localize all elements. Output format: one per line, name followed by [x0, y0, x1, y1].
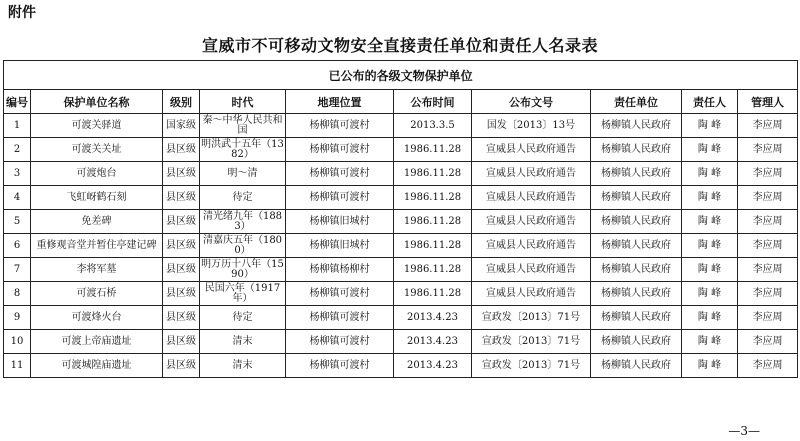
- column-header-unit-name: 保护单位名称: [31, 90, 163, 114]
- cell-doc-no: 宣政发〔2013〕71号: [472, 306, 591, 330]
- cell-resp-unit: 杨柳镇人民政府: [591, 186, 682, 210]
- cell-era: 明～清: [200, 162, 286, 186]
- cell-resp-unit: 杨柳镇人民政府: [591, 258, 682, 282]
- attachment-label: 附件: [8, 5, 36, 21]
- cell-resp-person: 陶 峰: [682, 234, 738, 258]
- cell-doc-no: 宣威县人民政府通告: [472, 138, 591, 162]
- cell-announce-date: 1986.11.28: [394, 138, 472, 162]
- cell-era: 清嘉庆五年（1800）: [200, 234, 286, 258]
- cell-unit-name: 可渡关关址: [31, 138, 163, 162]
- cell-location: 杨柳镇可渡村: [286, 354, 394, 378]
- cell-announce-date: 1986.11.28: [394, 258, 472, 282]
- cell-doc-no: 宣政发〔2013〕71号: [472, 330, 591, 354]
- cell-resp-person: 陶 峰: [682, 282, 738, 306]
- cell-era: 明万历十八年（1590）: [201, 258, 284, 280]
- cell-resp-person: 陶 峰: [682, 354, 738, 378]
- cell-resp-unit: 杨柳镇人民政府: [591, 162, 682, 186]
- cell-unit-name: 可渡城隍庙遗址: [31, 354, 163, 378]
- column-header-announce-date: 公布时间: [394, 90, 472, 114]
- cell-announce-date: 1986.11.28: [394, 210, 472, 234]
- cell-location: 杨柳镇杨柳村: [286, 258, 394, 282]
- table-row: [4, 186, 798, 210]
- cell-no: 8: [4, 282, 31, 306]
- column-header-manager: 管理人: [738, 90, 798, 114]
- column-header-era: 时代: [200, 90, 286, 114]
- column-header-doc-no: 公布文号: [472, 90, 591, 114]
- cell-resp-person: 陶 峰: [682, 330, 738, 354]
- cell-location: 杨柳镇可渡村: [286, 282, 394, 306]
- cell-era: 待定: [200, 306, 286, 330]
- page-number: —3—: [728, 424, 760, 438]
- cell-level: 县区级: [163, 282, 200, 306]
- cell-no: 2: [4, 138, 31, 162]
- cell-unit-name: 重修观音堂并暂住亭建记碑: [31, 234, 163, 258]
- cell-resp-person: 陶 峰: [682, 210, 738, 234]
- cell-level: 县区级: [163, 306, 200, 330]
- column-header-resp-person: 责任人: [682, 90, 738, 114]
- cell-announce-date: 1986.11.28: [394, 282, 472, 306]
- table-row: [4, 354, 798, 378]
- cell-announce-date: 2013.4.23: [394, 354, 472, 378]
- cell-manager: 李应周: [738, 138, 798, 162]
- cell-doc-no: 国发〔2013〕13号: [472, 114, 591, 138]
- cell-location: 杨柳镇旧城村: [286, 210, 394, 234]
- cell-location: 杨柳镇可渡村: [286, 330, 394, 354]
- cell-doc-no: 宣威县人民政府通告: [472, 162, 591, 186]
- cell-announce-date: 1986.11.28: [394, 162, 472, 186]
- cell-unit-name: 李将军墓: [31, 258, 163, 282]
- cell-announce-date: 1986.11.28: [394, 186, 472, 210]
- cell-doc-no: 宣威县人民政府通告: [472, 210, 591, 234]
- cell-manager: 李应周: [738, 210, 798, 234]
- cell-location: 杨柳镇可渡村: [286, 306, 394, 330]
- cell-unit-name: 可渡烽火台: [31, 306, 163, 330]
- cell-resp-person: 陶 峰: [682, 138, 738, 162]
- table-row: [4, 162, 798, 186]
- cell-manager: 李应周: [738, 114, 798, 138]
- cell-era: 明洪武十五年（1382）: [201, 138, 284, 160]
- cell-level: 县区级: [163, 138, 200, 162]
- table-row: [4, 282, 798, 306]
- cell-manager: 李应周: [738, 186, 798, 210]
- cell-no: 11: [4, 354, 31, 378]
- cell-resp-person: 陶 峰: [682, 114, 738, 138]
- cell-resp-unit: 杨柳镇人民政府: [591, 282, 682, 306]
- cell-level: 县区级: [163, 210, 200, 234]
- cell-announce-date: 1986.11.28: [394, 234, 472, 258]
- table-header-row: [4, 90, 798, 114]
- cell-no: 1: [4, 114, 31, 138]
- section-title: 已公布的各级文物保护单位: [4, 61, 798, 90]
- table-row: [4, 258, 798, 282]
- cell-location: 杨柳镇可渡村: [286, 138, 394, 162]
- cell-manager: 李应周: [738, 306, 798, 330]
- table-row: [4, 210, 798, 234]
- cell-announce-date: 2013.3.5: [394, 114, 472, 138]
- cell-doc-no: 宣威县人民政府通告: [472, 234, 591, 258]
- cell-resp-unit: 杨柳镇人民政府: [591, 114, 682, 138]
- cell-manager: 李应周: [738, 330, 798, 354]
- cell-resp-unit: 杨柳镇人民政府: [591, 354, 682, 378]
- cell-manager: 李应周: [738, 354, 798, 378]
- cell-level: 县区级: [163, 162, 200, 186]
- cell-level: 县区级: [163, 354, 200, 378]
- cell-unit-name: 可渡石桥: [31, 282, 163, 306]
- cell-resp-person: 陶 峰: [682, 186, 738, 210]
- table-row: [4, 330, 798, 354]
- column-header-level: 级别: [163, 90, 200, 114]
- column-header-location: 地理位置: [286, 90, 394, 114]
- cell-era: 清末: [200, 354, 286, 378]
- cell-doc-no: 宣威县人民政府通告: [472, 186, 591, 210]
- table-row: [4, 114, 798, 138]
- cell-no: 10: [4, 330, 31, 354]
- cell-manager: 李应周: [738, 234, 798, 258]
- cell-manager: 李应周: [738, 282, 798, 306]
- cell-unit-name: 免差碑: [31, 210, 163, 234]
- column-header-no: 编号: [4, 90, 31, 114]
- table-row: [4, 138, 798, 162]
- cell-doc-no: 宣政发〔2013〕71号: [472, 354, 591, 378]
- cell-announce-date: 2013.4.23: [394, 306, 472, 330]
- cell-location: 杨柳镇旧城村: [286, 234, 394, 258]
- cell-level: 县区级: [163, 186, 200, 210]
- cell-resp-unit: 杨柳镇人民政府: [591, 138, 682, 162]
- cell-manager: 李应周: [738, 162, 798, 186]
- cell-era: 清末: [200, 330, 286, 354]
- cell-unit-name: 可渡上帝庙遗址: [31, 330, 163, 354]
- cell-level: 国家级: [163, 114, 200, 138]
- column-header-resp-unit: 责任单位: [591, 90, 682, 114]
- cell-unit-name: 飞虹岈鹤石刻: [31, 186, 163, 210]
- cell-doc-no: 宣威县人民政府通告: [472, 282, 591, 306]
- cell-no: 9: [4, 306, 31, 330]
- cell-resp-person: 陶 峰: [682, 258, 738, 282]
- cell-no: 6: [4, 234, 31, 258]
- cell-doc-no: 宣威县人民政府通告: [472, 258, 591, 282]
- cell-level: 县区级: [163, 234, 200, 258]
- cell-era: 清光绪九年（1883）: [200, 210, 286, 234]
- cell-resp-unit: 杨柳镇人民政府: [591, 306, 682, 330]
- cell-no: 5: [4, 210, 31, 234]
- cell-resp-person: 陶 峰: [682, 306, 738, 330]
- table-row: [4, 234, 798, 258]
- cell-manager: 李应周: [738, 258, 798, 282]
- cell-location: 杨柳镇可渡村: [286, 186, 394, 210]
- cell-resp-unit: 杨柳镇人民政府: [591, 210, 682, 234]
- cell-era: 民国六年（1917年）: [200, 282, 286, 306]
- cell-resp-unit: 杨柳镇人民政府: [591, 234, 682, 258]
- cell-no: 4: [4, 186, 31, 210]
- cell-no: 3: [4, 162, 31, 186]
- cell-level: 县区级: [163, 258, 200, 282]
- cell-unit-name: 可渡炮台: [31, 162, 163, 186]
- document-title: 宣威市不可移动文物安全直接责任单位和责任人名录表: [201, 36, 598, 55]
- section-title-row: [4, 61, 798, 90]
- cell-location: 杨柳镇可渡村: [286, 162, 394, 186]
- cell-unit-name: 可渡关驿道: [31, 114, 163, 138]
- cell-resp-unit: 杨柳镇人民政府: [591, 330, 682, 354]
- table-row: [4, 306, 798, 330]
- cell-level: 县区级: [163, 330, 200, 354]
- cell-era: 秦～中华人民共和国: [200, 114, 286, 138]
- cell-resp-person: 陶 峰: [682, 162, 738, 186]
- cell-era: 待定: [200, 186, 286, 210]
- cell-location: 杨柳镇可渡村: [286, 114, 394, 138]
- cell-announce-date: 2013.4.23: [394, 330, 472, 354]
- heritage-responsibility-table: [3, 60, 798, 378]
- cell-no: 7: [4, 258, 31, 282]
